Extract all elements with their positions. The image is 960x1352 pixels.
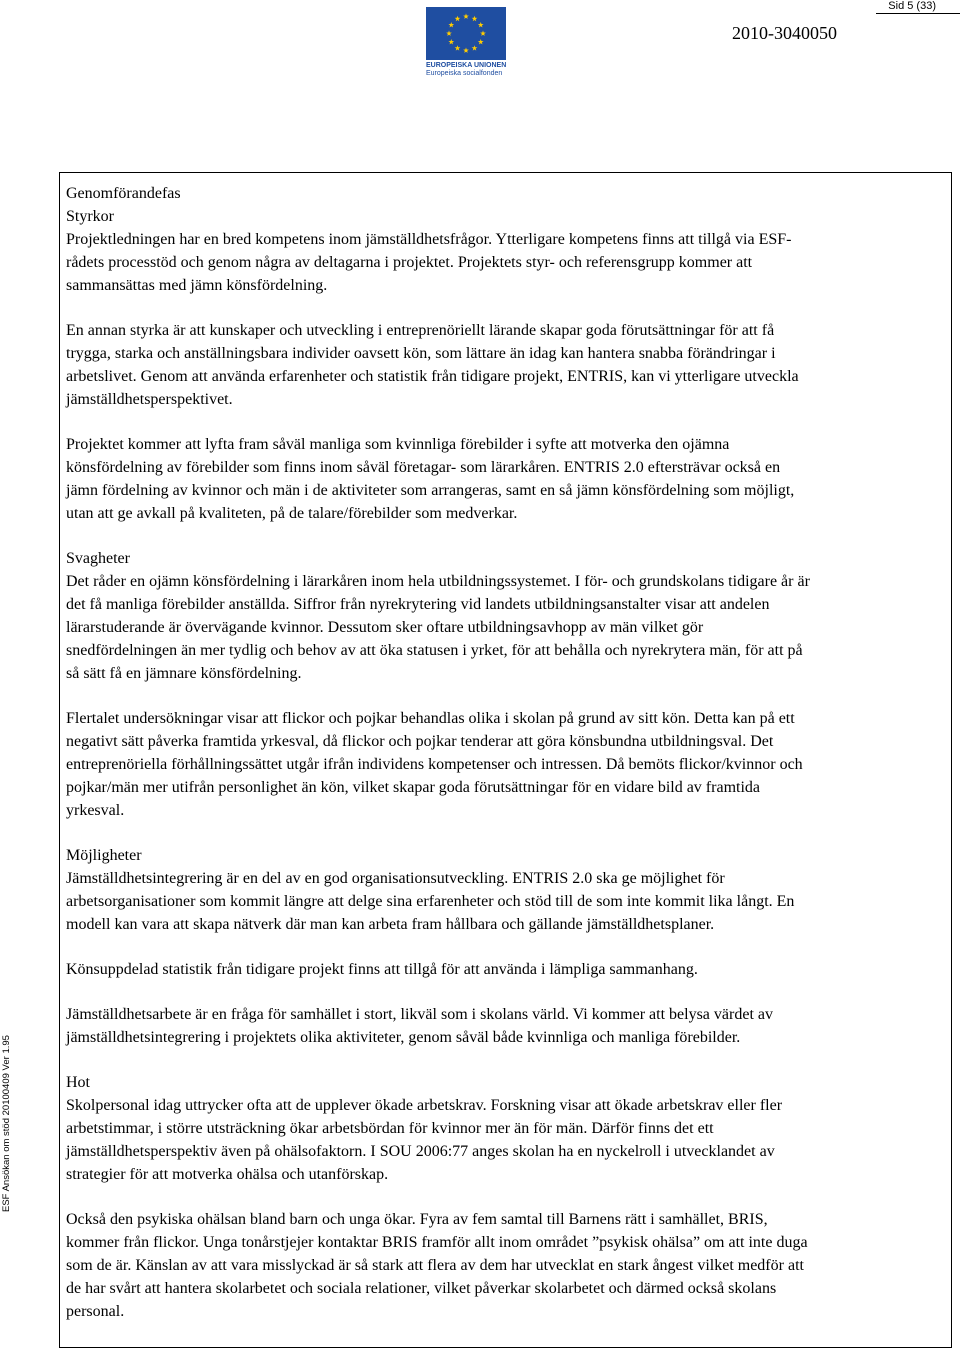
paragraph [66,1208,954,1323]
paragraph [66,844,954,936]
star-icon [446,31,452,36]
text-line: könsfördelning av förebilder som finns inom såväl företagar- som lärarkåren. ENTRIS 2.0 eftersträvar också en [66,459,781,476]
text-line: rådets processtöd och genom några av deltagarna i projektet. Projektets styr- och referensgrupp kommer att [66,254,753,271]
eu-stars-icon [426,7,506,60]
text-line: Jämställdhetsintegrering är en del av en god organisationsutveckling. ENTRIS 2.0 ska ge möjlighet för [66,870,725,887]
eu-logo [426,7,506,79]
text-line: jämställdhetsintegrering i projektets olika aktiviteter, genom såväl både kvinnliga och manliga förebilder. [66,1029,741,1046]
page-number-rule [876,13,960,14]
text-line: Skolpersonal idag uttrycker ofta att de upplever ökade arbetskrav. Forskning visar att ökade arbetskrav eller fler [66,1097,783,1114]
text-line: arbetslivet. Genom att använda erfarenheter och statistik från tidigare projekt, ENTRIS, kan vi ytterligare utveckla [66,368,799,385]
text-line: jämställdhetsperspektivet. [66,391,233,408]
text-line: som de är. Känslan av att vara misslyckad är så stark att flera av dem har utvecklat en stark ångest vilket medför att [66,1257,804,1274]
text-line: personal. [66,1303,125,1320]
paragraph [66,707,954,822]
paragraph [66,958,954,981]
star-icon [478,39,484,44]
star-icon [463,14,469,19]
text-line: de har svårt att hantera skolarbetet och sociala relationer, vilket påverkar skolarbetet och därmed också skolans [66,1280,777,1297]
star-icon [455,16,461,21]
text-line: trygga, starka och anställningsbara individer oavsett kön, som lättare än idag kan hantera snabba förändringar i [66,345,776,362]
logo-text-eu: EUROPEISKA UNIONEN [426,62,507,69]
text-line: jämställdhetsperspektiv även på ohälsofaktorn. I SOU 2006:77 anges skolan ha en nyckelroll i utvecklandet av [66,1143,775,1160]
text-line: negativt sätt påverka framtida yrkesval, då flickor och pojkar tenderar att göra könsbundna utbildningsval. Det [66,733,774,750]
text-line: snedfördelningen än mer tydlig och behov av att öka statusen i yrket, för att behålla och nyrekrytera män, för att på [66,642,803,659]
text-line: strategier för att motverka ohälsa och utanförskap. [66,1166,389,1183]
text-line: Projektet kommer att lyfta fram såväl manliga som kvinnliga förebilder i syfte att motverka den ojämna [66,436,730,453]
text-line: kommer från flickor. Unga tonårstjejer kontaktar BRIS framför allt inom området ”psykisk ohälsa” om att inte duga [66,1234,808,1251]
text-line: Möjligheter [66,847,142,864]
star-icon [480,31,486,36]
text-line: Flertalet undersökningar visar att flickor och pojkar behandlas olika i skolan på grund av sitt kön. Detta kan på ett [66,710,795,727]
case-number: 2010-3040050 [732,23,837,43]
text-line: utan att ge avkall på kvaliteten, på de talare/förebilder som medverkar. [66,505,518,522]
star-icon [455,45,461,50]
text-line: Jämställdhetsarbete är en fråga för samhället i stort, likväl som i skolans värld. Vi kommer att belysa värdet av [66,1006,773,1023]
page-number: Sid 5 (33) [888,0,936,12]
text-line: entreprenöriella förhållningssättet utgår ifrån individens kompetenser och intressen. Då bemöts flickor/kvinnor och [66,756,803,773]
paragraph [66,433,954,525]
text-line: yrkesval. [66,802,125,819]
paragraph [66,547,954,685]
star-icon [448,22,454,27]
star-icon [478,22,484,27]
document-body [66,182,954,1345]
paragraph [66,1003,954,1049]
text-line: modell kan vara att skapa nätverk där man kan arbeta fram hållbara och gällande jämställdhetsplaner. [66,916,715,933]
text-line: Genomförandefas [66,185,181,202]
eu-flag-icon [426,7,506,60]
text-line: arbetsorganisationer som kommit längre att delge sina erfarenheter och stöd till de som inte kommit lika långt. En [66,893,795,910]
text-line: det få manliga förebilder anställda. Siffror från nyrekrytering vid landets utbildningsanstalter visar att andelen [66,596,770,613]
text-line: Könsuppdelad statistik från tidigare projekt finns att tillgå för att använda i lämpliga sammanhang. [66,961,698,978]
paragraph [66,1071,954,1186]
text-line: Hot [66,1074,90,1091]
text-line: pojkar/män mer utifrån personlighet än kön, vilket skapar goda förutsättningar för en vidare bild av framtida [66,779,760,796]
logo-text-esf: Europeiska socialfonden [426,70,503,77]
text-line: sammansättas med jämn könsfördelning. [66,277,328,294]
text-line: så sätt få en jämnare könsfördelning. [66,665,302,682]
text-line: Svagheter [66,550,130,567]
star-icon [448,39,454,44]
text-line: jämn fördelning av kvinnor och män i de aktiviteter som arrangeras, samt en så jämn könsfördelning som möjligt, [66,482,795,499]
text-line: lärarstuderande är övervägande kvinnor. Dessutom sker oftare utbildningsavhopp av män vilket gör [66,619,704,636]
text-line: arbetstimmar, i större utsträckning ökar arbetsbördan för kvinnor mer än för män. Därför finns det ett [66,1120,714,1137]
star-icon [472,45,478,50]
star-icon [472,16,478,21]
side-form-label: ESF Ansökan om stöd 20100409 Ver 1.95 [1,1035,12,1212]
paragraph [66,182,954,297]
paragraph [66,319,954,411]
text-line: Det råder en ojämn könsfördelning i lärarkåren inom hela utbildningssystemet. I för- och grundskolans tidigare år är [66,573,810,590]
text-line: Också den psykiska ohälsan bland barn och unga ökar. Fyra av fem samtal till Barnens rätt i samhället, BRIS, [66,1211,768,1228]
star-icon [463,48,469,53]
text-line: Projektledningen har en bred kompetens inom jämställdhetsfrågor. Ytterligare kompetens finns att tillgå via ESF- [66,231,792,248]
text-line: En annan styrka är att kunskaper och utveckling i entreprenöriellt lärande skapar goda förutsättningar för att få [66,322,775,339]
text-line: Styrkor [66,208,114,225]
